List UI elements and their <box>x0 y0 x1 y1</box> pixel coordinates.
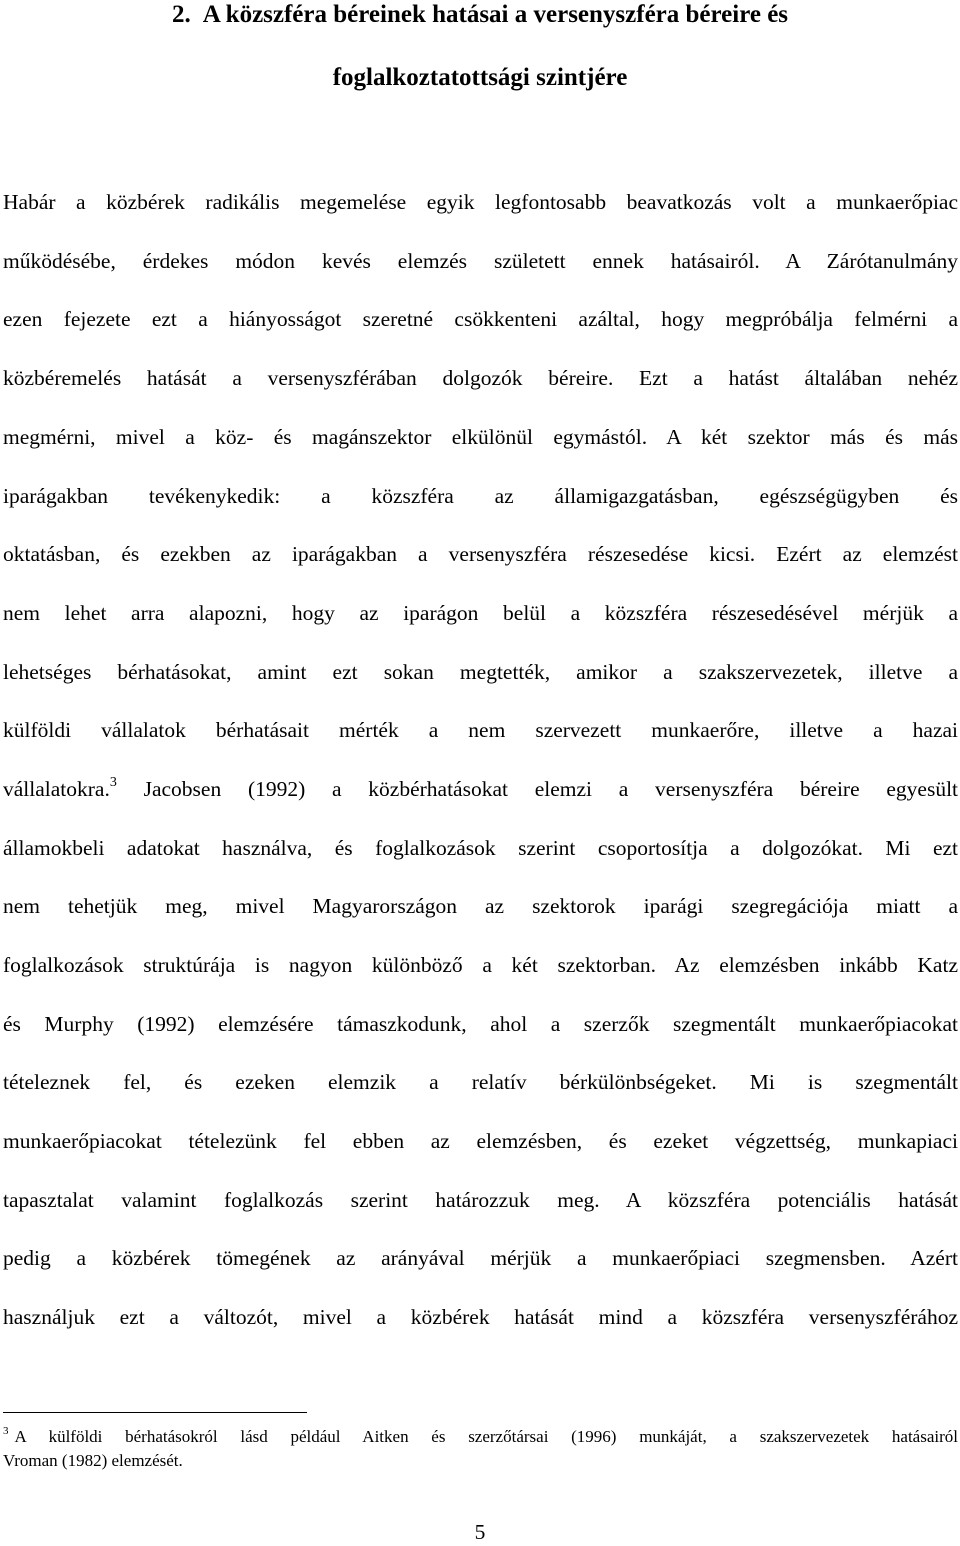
body-line: iparágakban tevékenykedik: a közszféra az államigazgatásban, egészségügyben és <box>3 484 958 508</box>
body-line: lehetséges bérhatásokat, amint ezt sokan megtették, amikor a szakszervezetek, illetve a <box>3 660 958 684</box>
line-end: Jacobsen (1992) a közbérhatásokat elemzi a versenyszféra béreire egyesült <box>143 777 959 801</box>
body-line: tételeznek fel, és ezeken elemzik a relatív bérkülönbségeket. Mi is szegmentált <box>3 1070 958 1094</box>
section-heading-line-2: foglalkoztatottsági szintjére <box>332 64 628 91</box>
body-line: Habár a közbérek radikális megemelése egyik legfontosabb beavatkozás volt a munkaerőpiac <box>3 190 958 214</box>
section-heading-line-1 <box>0 0 960 30</box>
body-line: közbéremelés hatását a versenyszférában dolgozók béreire. Ezt a hatást általában nehéz <box>3 366 958 390</box>
body-line: működésébe, érdekes módon kevés elemzés született ennek hatásairól. A Zárótanulmány <box>3 249 958 273</box>
section-title-part-1: A közszféra béreinek hatásai a versenyszféra béreire és <box>202 1 789 28</box>
footnote-marker: 3 <box>3 1425 9 1437</box>
body-line: megmérni, mivel a köz- és magánszektor elkülönül egymástól. A két szektor más és más <box>3 425 958 449</box>
body-line: nem lehet arra alapozni, hogy az iparágon belül a közszféra részesedésével mérjük a <box>3 601 958 625</box>
body-line: használjuk ezt a változót, mivel a közbérek hatását mind a közszféra versenyszférához <box>3 1305 958 1329</box>
body-line: államokbeli adatokat használva, és foglalkozások szerint csoportosítja a dolgozókat. Mi ezt <box>3 836 958 860</box>
body-line: és Murphy (1992) elemzésére támaszkodunk, ahol a szerzők szegmentált munkaerőpiacokat <box>3 1012 958 1036</box>
body-line: oktatásban, és ezekben az iparágakban a versenyszféra részesedése kicsi. Ezért az elemzést <box>3 542 958 566</box>
page-number: 5 <box>474 1520 486 1544</box>
body-line: nem tehetjük meg, mivel Magyarországon az szektorok iparági szegregációja miatt a <box>3 894 958 918</box>
footnote-line: Vroman (1982) elemzését. <box>3 1451 183 1470</box>
body-line: foglalkozások struktúrája is nagyon különböző a két szektorban. Az elemzésben inkább Katz <box>3 953 958 977</box>
body-line: tapasztalat valamint foglalkozás szerint határozzuk meg. A közszféra potenciális hatását <box>3 1188 958 1212</box>
footnote-text-1: A külföldi bérhatásokról lásd például Aitken és szerzőtársai (1996) munkáját, a szakszervezetek hatásairól <box>14 1427 958 1446</box>
section-number: 2. <box>171 1 191 28</box>
body-line: ezen fejezete ezt a hiányosságot szeretné csökkenteni azáltal, hogy megpróbálja felmérni a <box>3 307 958 331</box>
footnote-line <box>3 1425 958 1449</box>
body-line-with-footnote-ref <box>3 773 958 805</box>
line-start: vállalatokra. <box>3 777 110 801</box>
body-line: pedig a közbérek tömegének az arányával mérjük a munkaerőpiaci szegmensben. Azért <box>3 1246 958 1270</box>
body-line: munkaerőpiacokat tételezünk fel ebben az elemzésben, és ezeket végzettség, munkapiaci <box>3 1129 958 1153</box>
footnote-separator <box>3 1412 307 1413</box>
footnote-ref-3[interactable]: 3 <box>109 775 117 790</box>
body-line: külföldi vállalatok bérhatásait mérték a nem szervezett munkaerőre, illetve a hazai <box>3 718 958 742</box>
